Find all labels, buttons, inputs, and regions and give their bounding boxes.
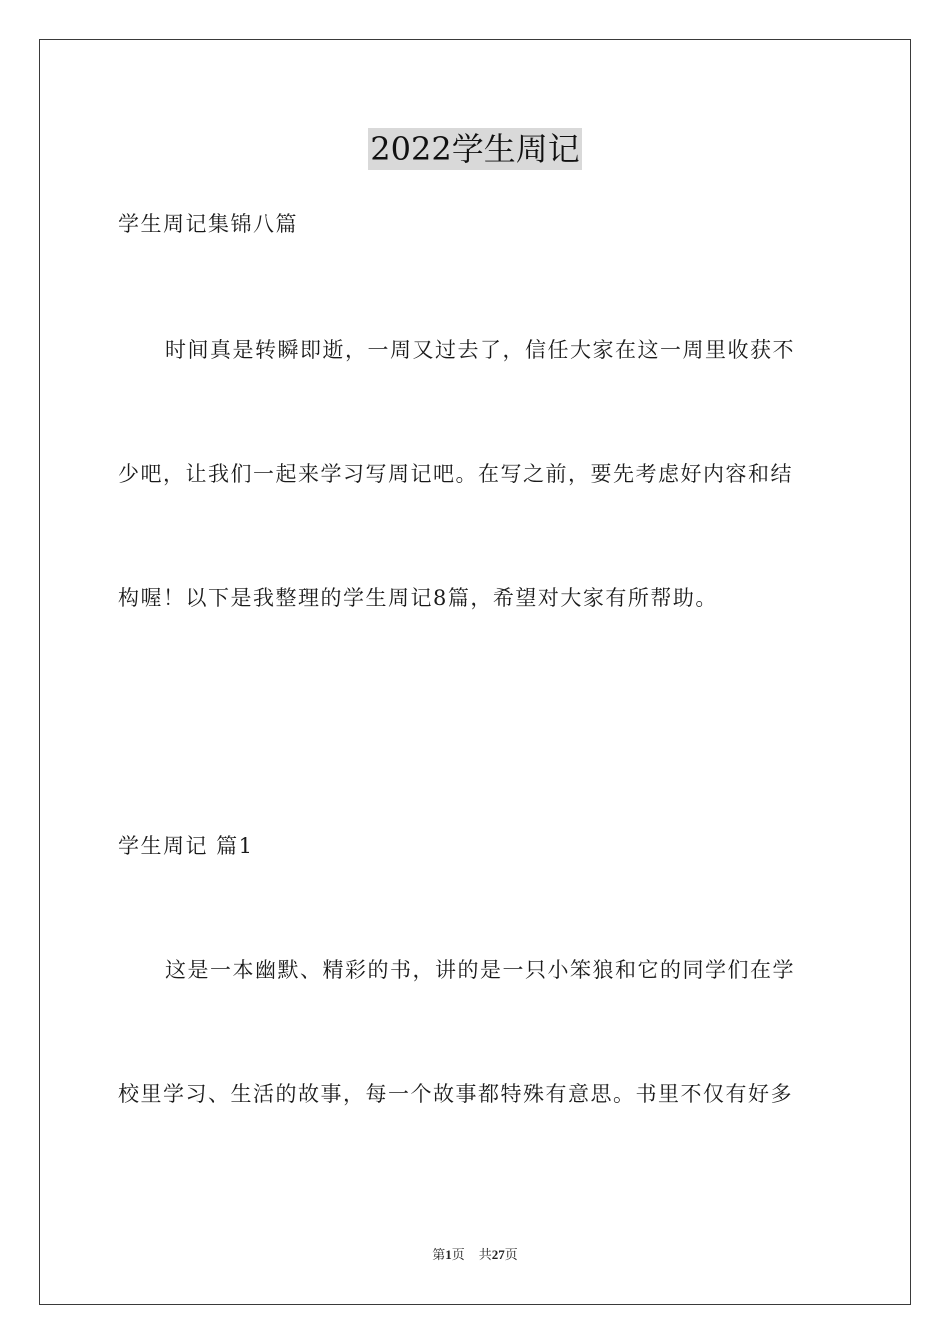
section-paragraph-line: 这是一本幽默、精彩的书，讲的是一只小笨狼和它的同学们在学: [165, 958, 795, 982]
footer-page-prefix: 第: [432, 1247, 446, 1262]
section-heading: 学生周记 篇1: [118, 834, 254, 858]
footer-page-suffix: 页: [451, 1247, 465, 1262]
section-paragraph-line: 校里学习、生活的故事，每一个故事都特殊有意思。书里不仅有好多: [118, 1082, 793, 1106]
document-subtitle: 学生周记集锦八篇: [118, 212, 298, 236]
intro-paragraph-line: 时间真是转瞬即逝，一周又过去了，信任大家在这一周里收获不: [165, 338, 795, 362]
footer-total-pages: 27: [491, 1247, 505, 1262]
document-title: [0, 128, 950, 170]
intro-paragraph-line: 少吧，让我们一起来学习写周记吧。在写之前，要先考虑好内容和结: [118, 462, 793, 486]
document-title-text: 2022学生周记: [370, 130, 580, 168]
page-footer: [0, 1246, 950, 1264]
footer-page-number: 1: [445, 1247, 452, 1262]
footer-total-suffix: 页: [504, 1247, 518, 1262]
footer-total-prefix: 共: [478, 1247, 492, 1262]
intro-paragraph-line: 构喔！以下是我整理的学生周记8篇，希望对大家有所帮助。: [118, 586, 718, 610]
